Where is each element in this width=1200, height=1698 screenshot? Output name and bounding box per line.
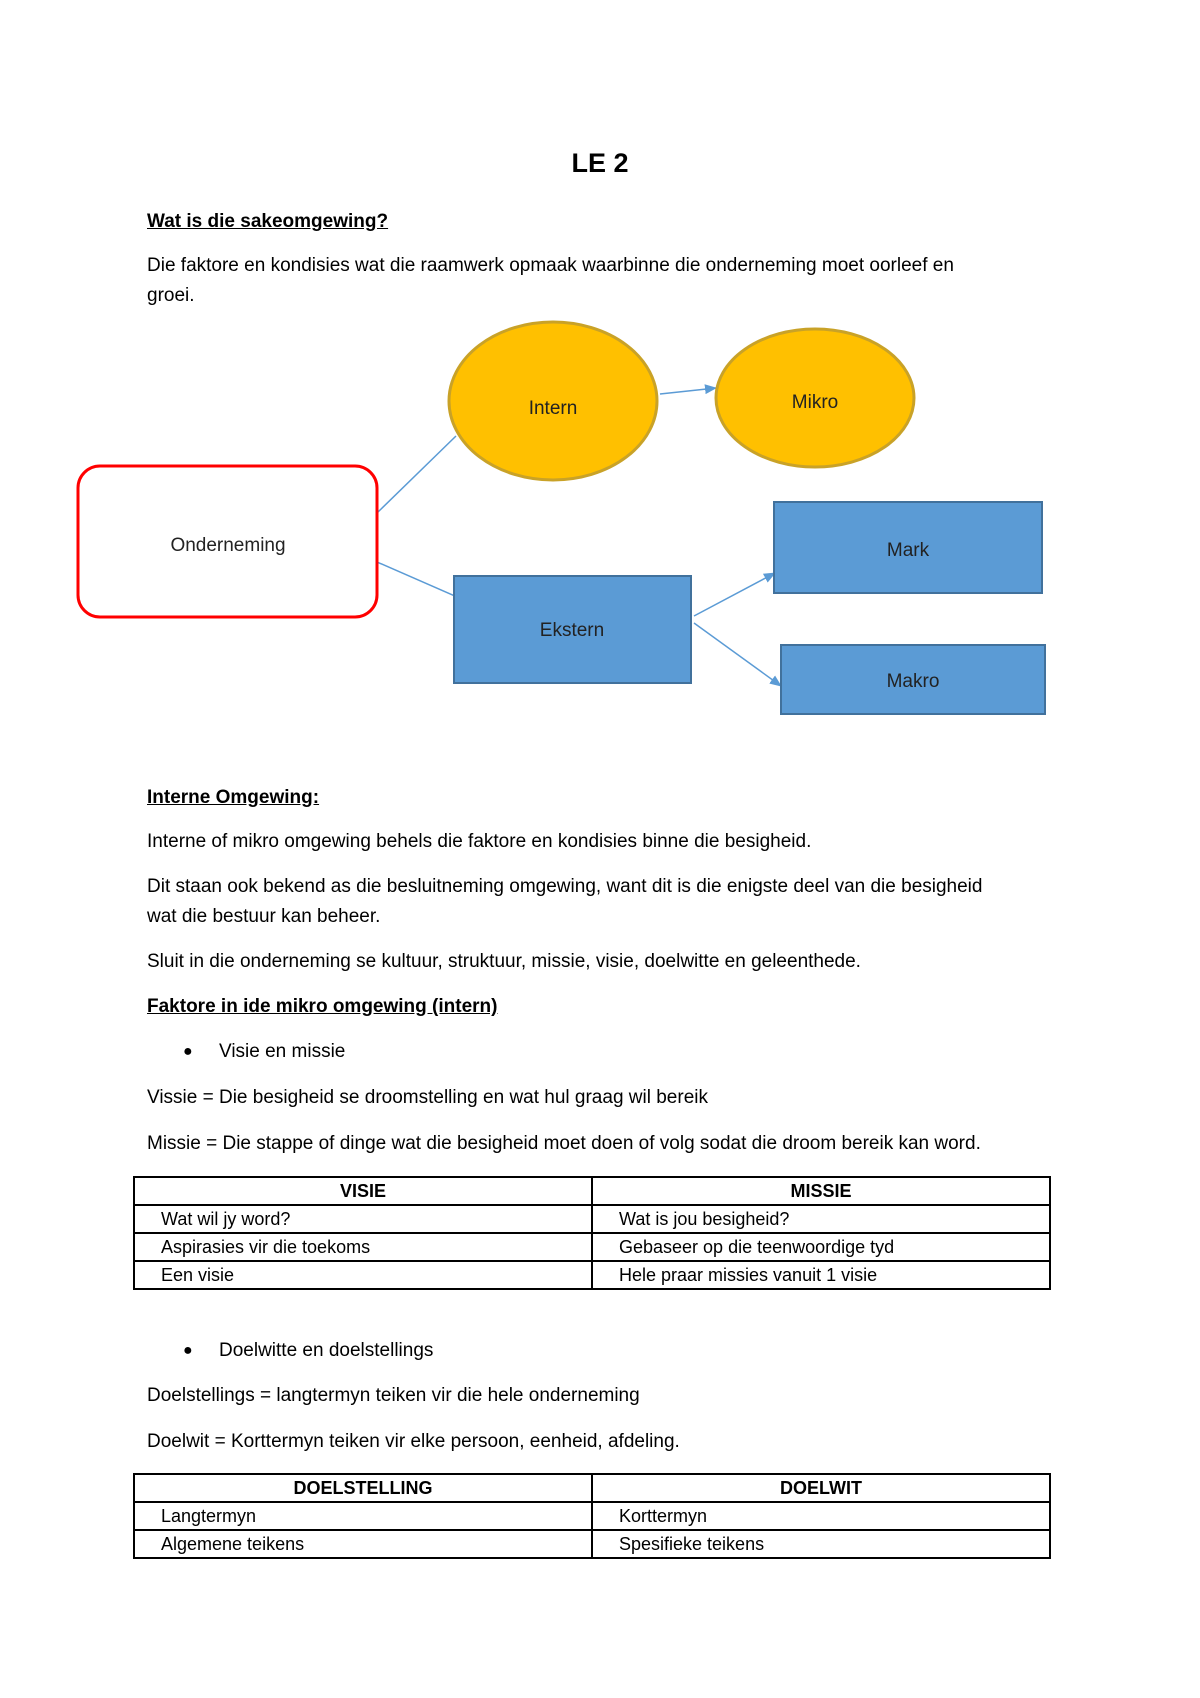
table-row bbox=[134, 1205, 1050, 1233]
table-header-missie: MISSIE bbox=[592, 1177, 1050, 1205]
section-heading-sakeomgewing: Wat is die sakeomgewing? bbox=[147, 211, 389, 232]
table-header-doelstelling: DOELSTELLING bbox=[134, 1474, 592, 1502]
table-row bbox=[134, 1502, 1050, 1530]
paragraph-vissie: Vissie = Die besigheid se droomstelling en wat hul graag wil bereik bbox=[147, 1087, 708, 1108]
table-header-doelwit: DOELWIT bbox=[592, 1474, 1050, 1502]
table-cell: Wat wil jy word? bbox=[134, 1205, 592, 1233]
section-heading-faktore: Faktore in ide mikro omgewing (intern) bbox=[147, 996, 498, 1017]
page-title: LE 2 bbox=[571, 148, 629, 178]
paragraph-interne-p3: Sluit in die onderneming se kultuur, struktuur, missie, visie, doelwitte en geleenthede. bbox=[147, 951, 861, 972]
arrow-intern-mikro bbox=[660, 388, 716, 394]
arrow-ekstern-mark bbox=[694, 573, 775, 616]
connector-onderneming-ekstern bbox=[377, 562, 455, 596]
makro-label: Makro bbox=[886, 671, 940, 692]
bullet-visie-missie: Visie en missie bbox=[219, 1041, 346, 1062]
section-heading-interne-omgewing: Interne Omgewing: bbox=[147, 787, 320, 808]
table-cell: Een visie bbox=[134, 1261, 592, 1289]
bullet-icon: ● bbox=[183, 1043, 193, 1060]
table-cell: Aspirasies vir die toekoms bbox=[134, 1233, 592, 1261]
table-cell: Wat is jou besigheid? bbox=[592, 1205, 1050, 1233]
ekstern-label: Ekstern bbox=[539, 620, 605, 641]
paragraph-interne-p1: Interne of mikro omgewing behels die faktore en kondisies binne die besigheid. bbox=[147, 831, 812, 852]
bullet-icon: ● bbox=[183, 1342, 193, 1359]
bullet-doelwitte: Doelwitte en doelstellings bbox=[219, 1340, 434, 1361]
business-environment-diagram bbox=[0, 0, 1200, 760]
visie-missie-table bbox=[133, 1176, 1051, 1290]
mark-label: Mark bbox=[886, 540, 930, 561]
intern-label: Intern bbox=[528, 398, 578, 419]
table-cell: Spesifieke teikens bbox=[592, 1530, 1050, 1558]
paragraph-doelwit: Doelwit = Korttermyn teiken vir elke persoon, eenheid, afdeling. bbox=[147, 1431, 680, 1452]
table-cell: Algemene teikens bbox=[134, 1530, 592, 1558]
onderneming-label: Onderneming bbox=[170, 535, 286, 556]
table-row bbox=[134, 1233, 1050, 1261]
connector-onderneming-intern bbox=[377, 436, 456, 513]
mikro-label: Mikro bbox=[791, 392, 839, 413]
paragraph-definition-line2: groei. bbox=[147, 285, 195, 306]
table-header-visie: VISIE bbox=[134, 1177, 592, 1205]
paragraph-definition-line1: Die faktore en kondisies wat die raamwerk opmaak waarbinne die onderneming moet oorleef en bbox=[147, 255, 954, 276]
table-header-row bbox=[134, 1474, 1050, 1502]
table-cell: Korttermyn bbox=[592, 1502, 1050, 1530]
paragraph-interne-p2-line1: Dit staan ook bekend as die besluitneming omgewing, want dit is die enigste deel van die besigheid bbox=[147, 876, 983, 897]
table-cell: Langtermyn bbox=[134, 1502, 592, 1530]
table-header-row bbox=[134, 1177, 1050, 1205]
table-row bbox=[134, 1261, 1050, 1289]
table-row bbox=[134, 1530, 1050, 1558]
paragraph-interne-p2-line2: wat die bestuur kan beheer. bbox=[147, 906, 381, 927]
arrow-ekstern-makro bbox=[694, 623, 781, 686]
paragraph-missie: Missie = Die stappe of dinge wat die besigheid moet doen of volg sodat die droom bereik kan word. bbox=[147, 1133, 981, 1154]
doelstelling-doelwit-table bbox=[133, 1473, 1051, 1559]
table-cell: Gebaseer op die teenwoordige tyd bbox=[592, 1233, 1050, 1261]
table-cell: Hele praar missies vanuit 1 visie bbox=[592, 1261, 1050, 1289]
paragraph-doelstellings: Doelstellings = langtermyn teiken vir die hele onderneming bbox=[147, 1385, 640, 1406]
